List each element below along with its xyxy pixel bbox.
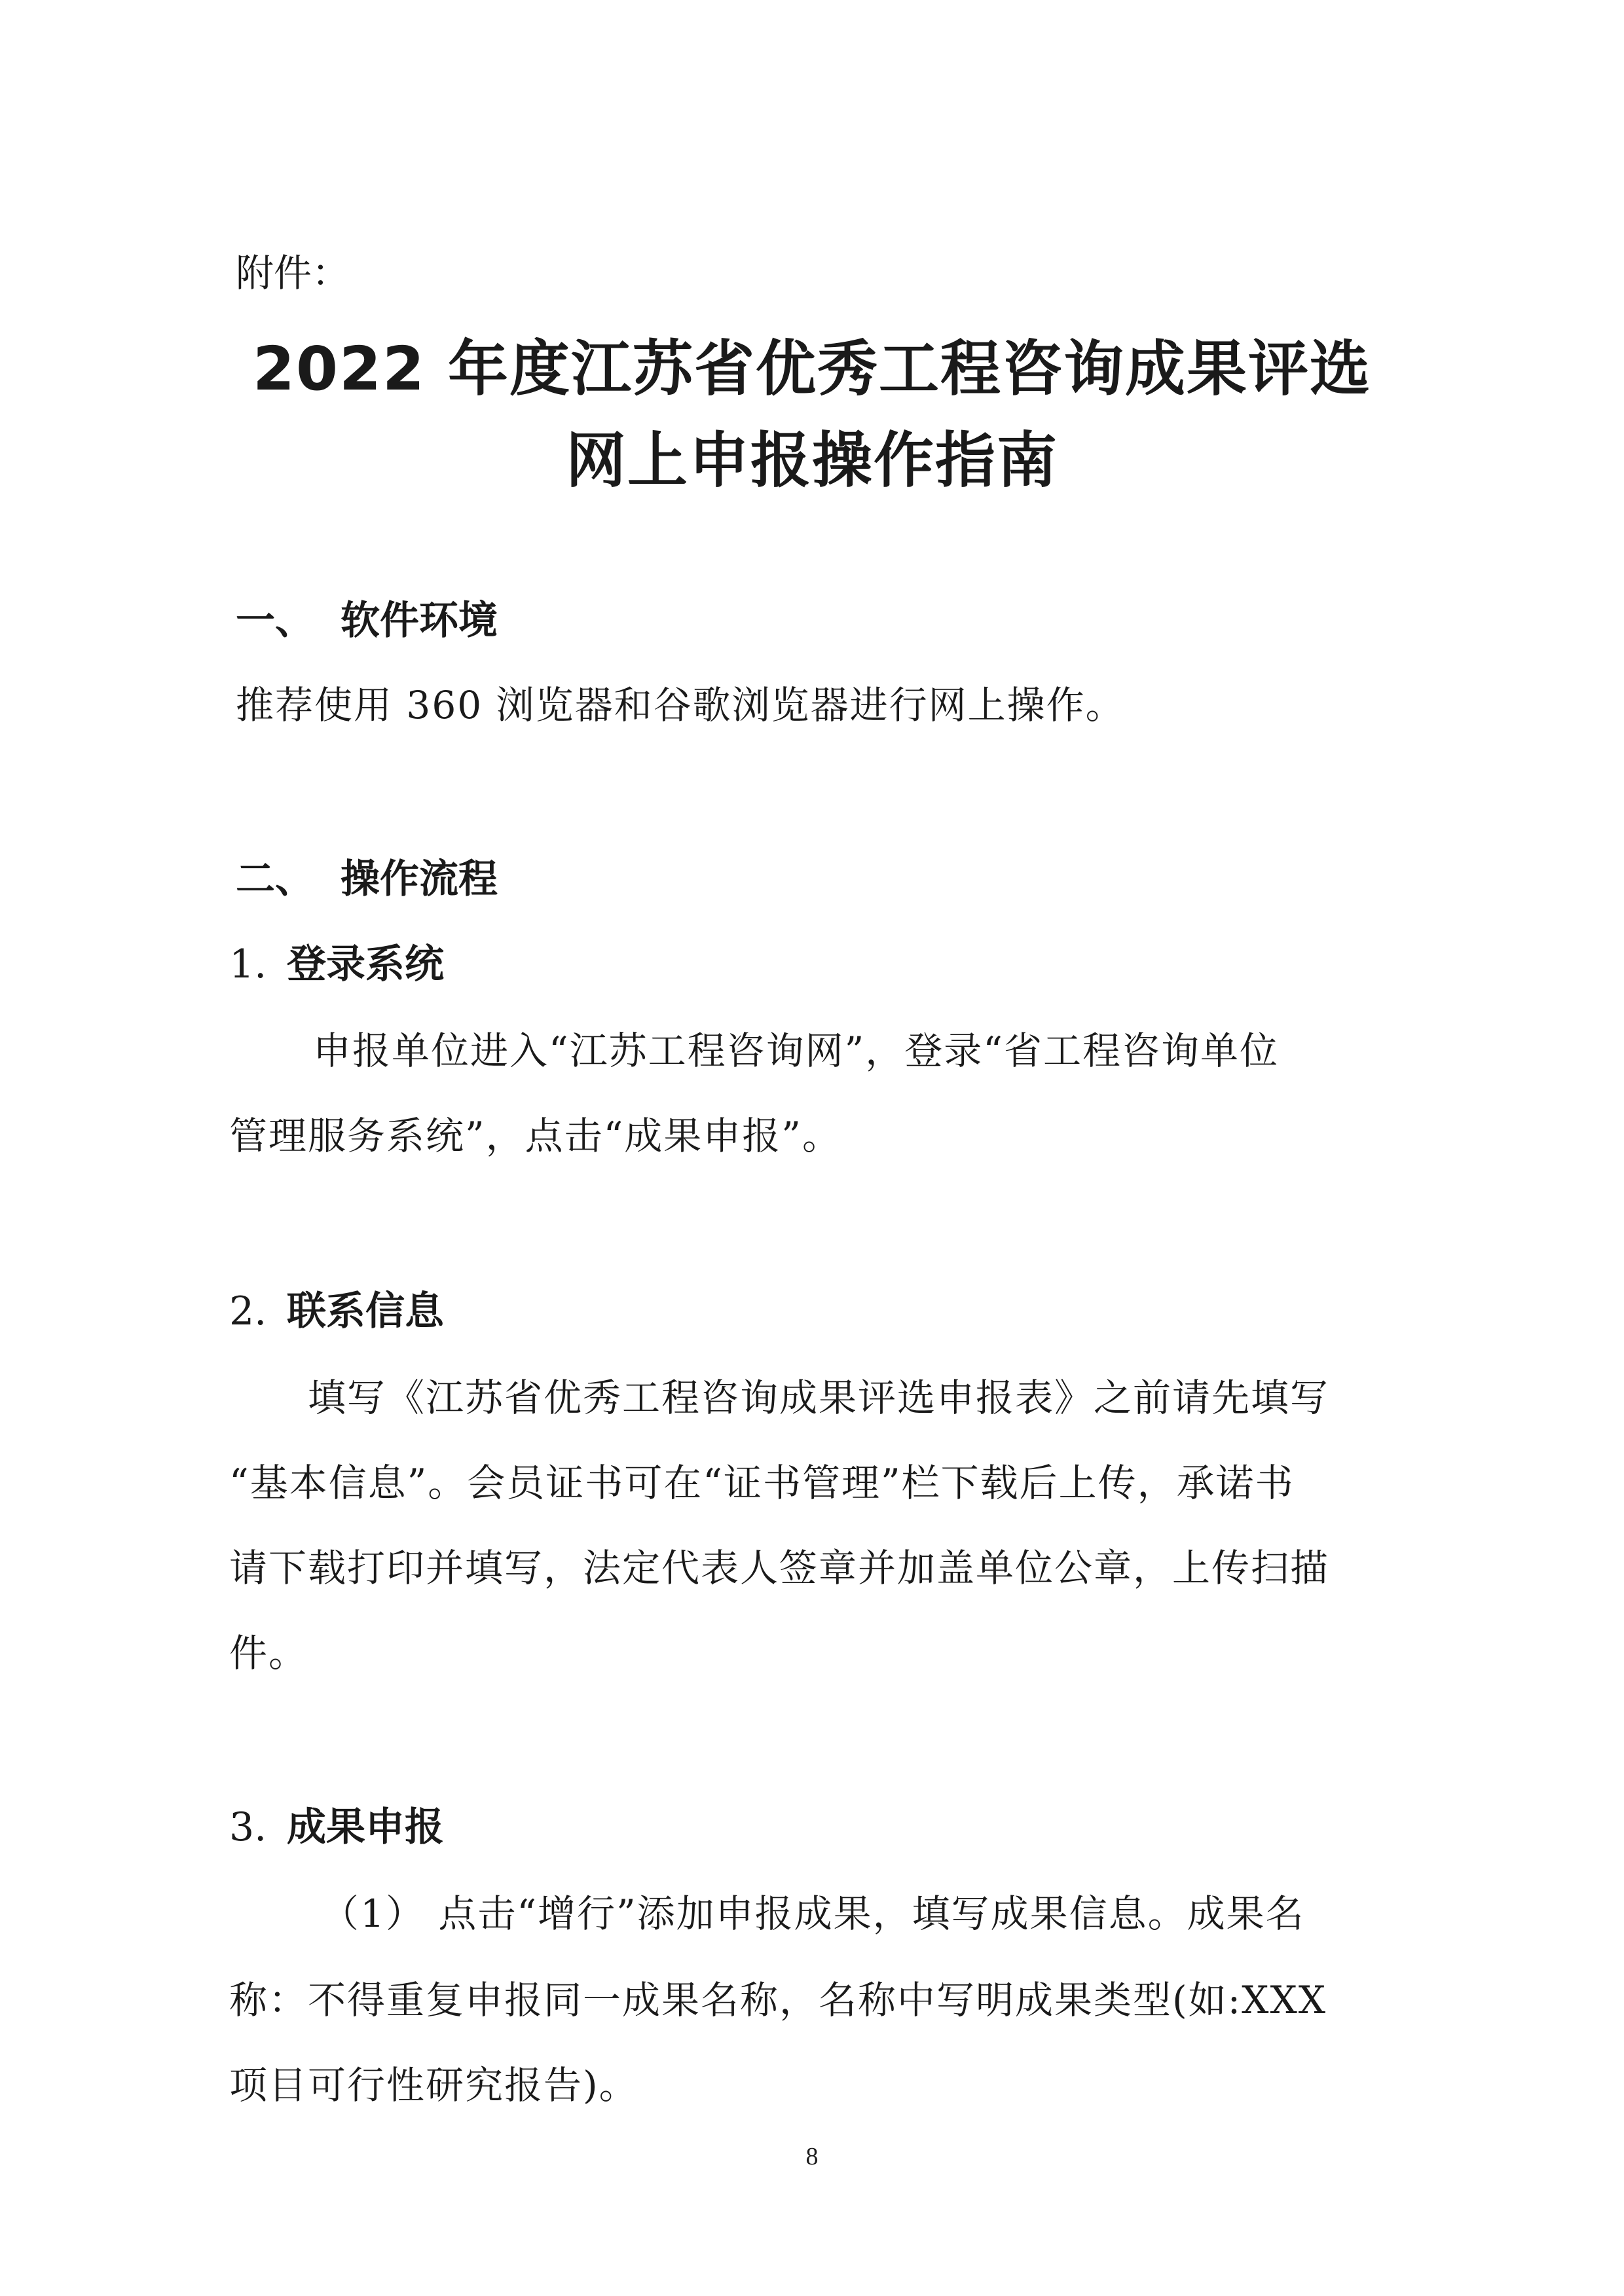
paragraph-line: 申报单位进入“江苏工程咨询网”，登录“省工程咨询单位 (313, 1029, 1279, 1073)
paragraph-line: 填写《江苏省优秀工程咨询成果评选申报表》之前请先填写 (308, 1376, 1330, 1420)
step-heading-submission (229, 1796, 444, 1852)
section-title: 操作流程 (341, 856, 498, 902)
section-heading-process (236, 848, 498, 904)
paragraph-line: 管理服务系统”，点击“成果申报”。 (229, 1114, 841, 1158)
document-title-line-1: 2022 年度江苏省优秀工程咨询成果评选 (252, 334, 1372, 404)
paragraph-line: 项目可行性研究报告)。 (229, 2063, 638, 2107)
attachment-label: 附件： (236, 251, 350, 295)
section-body-software: 推荐使用 360 浏览器和谷歌浏览器进行网上操作。 (236, 683, 1125, 727)
step-number: 2. (229, 1288, 267, 1334)
step-number: 1. (229, 941, 267, 987)
step-number: 3. (229, 1804, 267, 1850)
paragraph-line: 请下载打印并填写，法定代表人签章并加盖单位公章，上传扫描 (229, 1546, 1330, 1590)
section-heading-software (236, 589, 498, 646)
section-number: 二、 (236, 856, 314, 902)
page-number: 8 (805, 2143, 819, 2170)
section-number: 一、 (236, 598, 314, 644)
paragraph-line: 件。 (229, 1631, 308, 1675)
step-heading-contact (229, 1280, 444, 1336)
paragraph-line: 称：不得重复申报同一成果名称，名称中写明成果类型(如:XXX (229, 1978, 1327, 2022)
paragraph-line: “基本信息”。会员证书可在“证书管理”栏下载后上传，承诺书 (229, 1461, 1295, 1505)
step-title: 登录系统 (287, 941, 444, 987)
step-title: 联系信息 (287, 1288, 444, 1334)
step-heading-login (229, 933, 444, 989)
step-title: 成果申报 (287, 1804, 444, 1850)
section-title: 软件环境 (341, 598, 498, 644)
document-title-line-2: 网上申报操作指南 (565, 426, 1058, 496)
paragraph-line: （1） 点击“增行”添加申报成果，填写成果信息。成果名 (321, 1891, 1305, 1936)
